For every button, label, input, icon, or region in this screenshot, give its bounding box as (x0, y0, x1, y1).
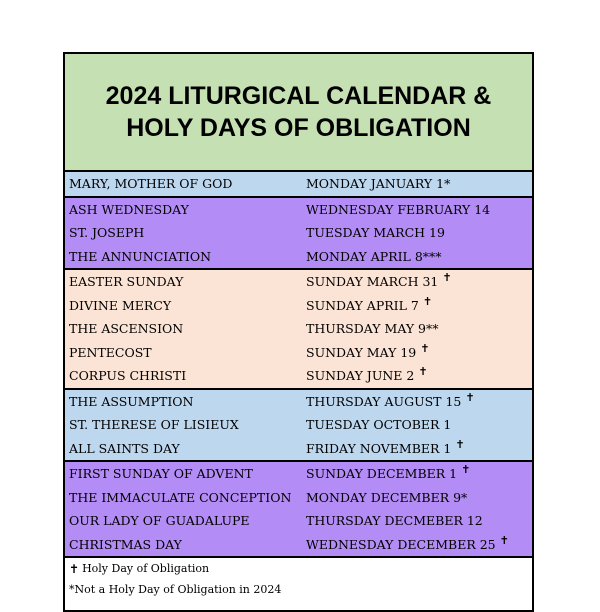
feast-row (65, 462, 532, 486)
feast-name: EASTER SUNDAY (69, 274, 184, 290)
feast-date: WEDNESDAY FEBRUARY 14 (306, 201, 491, 217)
cross-icon: ✝ (442, 271, 452, 285)
cross-icon: ✝ (420, 341, 430, 355)
feast-row (65, 390, 532, 414)
feast-name: CORPUS CHRISTI (69, 368, 187, 384)
feast-name: MARY, MOTHER OF GOD (69, 176, 233, 192)
feast-name: THE IMMACULATE CONCEPTION (69, 489, 292, 505)
feast-group (65, 172, 532, 198)
feast-row (65, 221, 532, 245)
calendar-header (65, 54, 532, 172)
feast-row (65, 198, 532, 222)
feast-name: ALL SAINTS DAY (69, 440, 180, 456)
legend (65, 558, 532, 600)
cross-icon: ✝ (499, 533, 509, 547)
feast-row (65, 270, 532, 294)
feast-group (65, 390, 532, 463)
feast-row (65, 341, 532, 365)
feast-date-cell (306, 176, 532, 191)
feast-name: ST. THERESE OF LISIEUX (69, 417, 239, 433)
feast-date: THURSDAY MAY 9** (306, 321, 439, 337)
feast-row (65, 245, 532, 269)
feast-date: THURSDAY DECMEBER 12 (306, 513, 483, 529)
cross-icon: ✝ (418, 365, 428, 379)
feast-date: WEDNESDAY DECEMBER 25 (306, 536, 496, 552)
feast-date: SUNDAY MAY 19 (306, 344, 417, 360)
legend-item (69, 579, 532, 600)
feast-date: MONDAY APRIL 8*** (306, 248, 442, 264)
cross-icon: ✝ (465, 390, 475, 404)
feast-name: THE ANNUNCIATION (69, 248, 212, 264)
feast-date: TUESDAY OCTOBER 1 (306, 417, 452, 433)
title-line-1: 2024 LITURGICAL CALENDAR & (105, 82, 492, 110)
title-line-2: HOLY DAYS OF OBLIGATION (126, 114, 471, 142)
legend-text: Holy Day of Obligation (82, 562, 210, 575)
feast-date: SUNDAY JUNE 2 (306, 368, 415, 384)
feast-row (65, 413, 532, 437)
feast-name: ASH WEDNESDAY (69, 201, 189, 217)
feast-date: SUNDAY APRIL 7 (306, 297, 419, 313)
feast-row (65, 364, 532, 388)
feast-date: SUNDAY MARCH 31 (306, 274, 439, 290)
cross-icon: ✝ (455, 437, 465, 451)
feast-row (65, 294, 532, 318)
feast-date: FRIDAY NOVEMBER 1 (306, 440, 452, 456)
feast-name: THE ASSUMPTION (69, 393, 194, 409)
feast-row (65, 317, 532, 341)
feast-date-cell (306, 271, 532, 290)
feast-name: THE ASCENSION (69, 321, 184, 337)
cross-icon: ✝ (422, 294, 433, 308)
feast-row (65, 509, 532, 533)
feast-date-cell (306, 202, 532, 217)
calendar-sheet (63, 52, 534, 612)
feast-date-cell (306, 437, 532, 456)
feast-date: TUESDAY MARCH 19 (306, 225, 445, 241)
feast-date-cell (306, 365, 532, 384)
feast-date-cell (306, 463, 532, 482)
feast-name: OUR LADY OF GUADALUPE (69, 513, 250, 529)
feast-row (65, 533, 532, 557)
legend-item (69, 558, 532, 579)
feast-day-table (65, 172, 532, 558)
feast-date-cell (306, 513, 532, 528)
feast-row (65, 172, 532, 196)
cross-icon: ✝ (69, 561, 80, 576)
feast-date-cell (306, 341, 532, 360)
feast-name: ST. JOSEPH (69, 225, 145, 241)
feast-row (65, 486, 532, 510)
feast-date-cell (306, 390, 532, 409)
feast-name: PENTECOST (69, 344, 152, 360)
feast-date-cell (306, 417, 532, 432)
feast-date-cell (306, 294, 532, 313)
feast-date-cell (306, 321, 532, 336)
feast-date: THURSDAY AUGUST 15 (306, 393, 462, 409)
feast-date: MONDAY JANUARY 1* (306, 176, 451, 192)
cross-icon: ✝ (461, 463, 471, 477)
feast-date: MONDAY DECEMBER 9* (306, 489, 468, 505)
feast-date-cell (306, 225, 532, 240)
feast-name: DIVINE MERCY (69, 297, 172, 313)
feast-group (65, 270, 532, 390)
feast-group (65, 198, 532, 271)
feast-row (65, 437, 532, 461)
feast-group (65, 462, 532, 558)
feast-date: SUNDAY DECEMBER 1 (306, 466, 458, 482)
feast-date-cell (306, 533, 532, 552)
feast-date-cell (306, 490, 532, 505)
feast-name: CHRISTMAS DAY (69, 536, 182, 552)
feast-name: FIRST SUNDAY OF ADVENT (69, 466, 253, 482)
legend-text: *Not a Holy Day of Obligation in 2024 (69, 583, 282, 596)
feast-date-cell (306, 249, 532, 264)
